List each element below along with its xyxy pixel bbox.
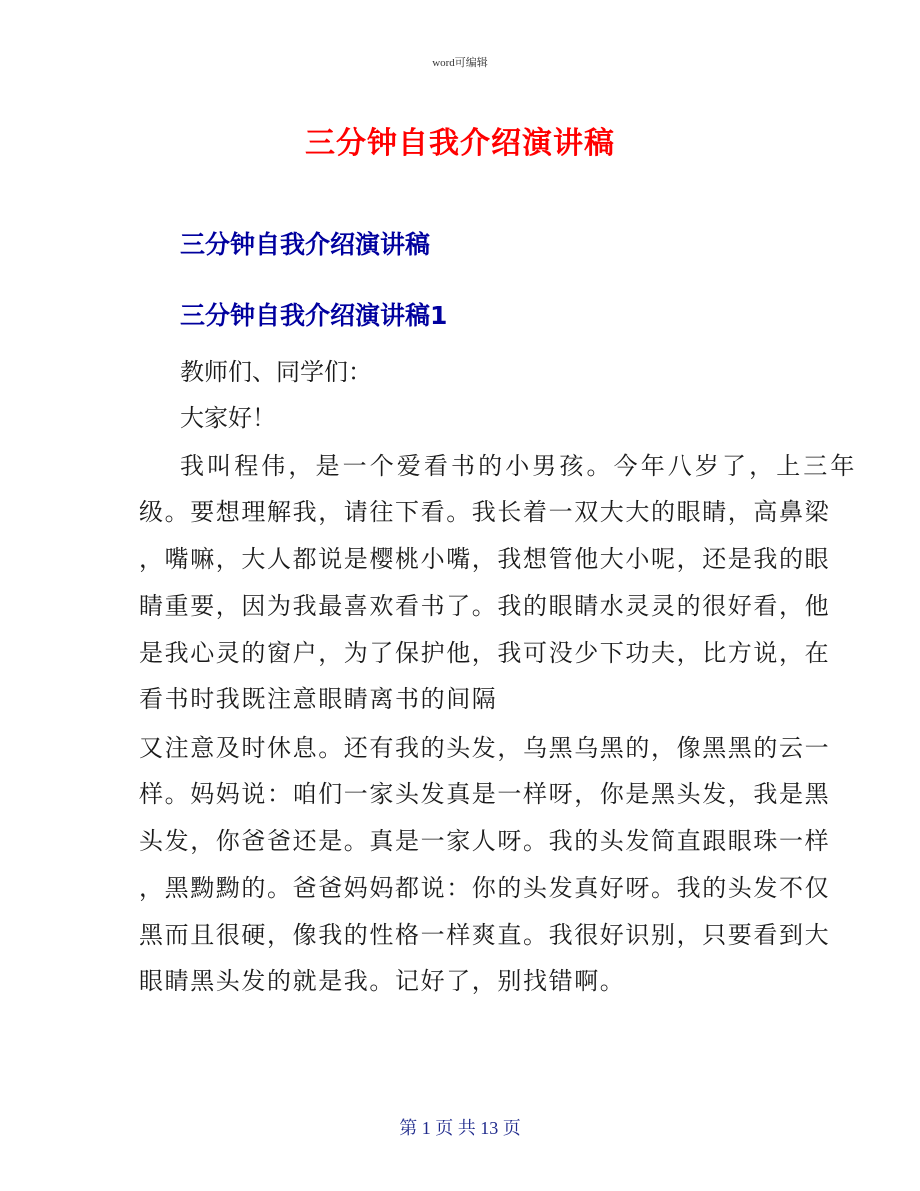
body-line: 睛重要，因为我最喜欢看书了。我的眼睛水灵灵的很好看，他 [139,592,831,620]
body-line: 是我心灵的窗户，为了保护他，我可没少下功夫，比方说，在 [139,639,831,667]
body-line: 级。要想理解我，请往下看。我长着一双大大的眼睛，高鼻梁 [139,498,831,526]
body-line: 又注意及时休息。还有我的头发，乌黑乌黑的，像黑黑的云一 [139,734,831,762]
body-line: 头发，你爸爸还是。真是一家人呀。我的头发简直跟眼珠一样 [139,827,831,855]
body-line: 看书时我既注意眼睛离书的间隔 [139,685,498,713]
body-line: 样。妈妈说：咱们一家头发真是一样呀，你是黑头发，我是黑 [139,780,831,808]
salutation-line: 教师们、同学们： [180,358,372,386]
body-line: ，黑黝黝的。爸爸妈妈都说：你的头发真好呀。我的头发不仅 [139,874,831,902]
subsection-heading: 三分钟自我介绍演讲稿1 [180,301,448,330]
body-line: 眼睛黑头发的就是我。记好了，别找错啊。 [139,967,626,995]
page-number-footer: 第 1 页 共 13 页 [399,1118,521,1138]
body-line: ，嘴嘛，大人都说是樱桃小嘴，我想管他大小呢，还是我的眼 [139,545,831,573]
greeting-line: 大家好！ [180,404,276,432]
section-heading: 三分钟自我介绍演讲稿 [180,230,431,259]
body-line: 我叫程伟，是一个爱看书的小男孩。今年八岁了，上三年 [180,452,858,480]
document-title: 三分钟自我介绍演讲稿 [305,126,615,161]
body-line: 黑而且很硬，像我的性格一样爽直。我很好识别，只要看到大 [139,921,831,949]
header-note: word可编辑 [432,57,488,69]
